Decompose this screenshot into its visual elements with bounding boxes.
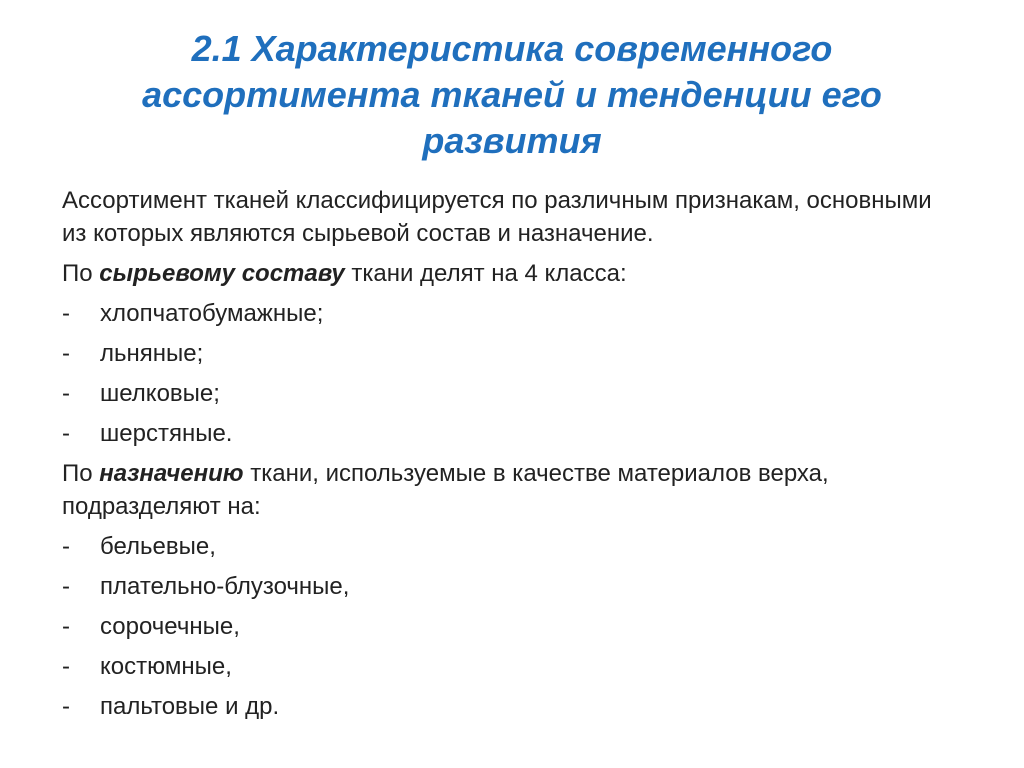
- list-item: [62, 570, 962, 603]
- list-item-text: бельевые,: [100, 533, 216, 560]
- bullet-dash: -: [62, 300, 70, 327]
- bullet-dash: -: [62, 533, 70, 560]
- list-item-text: шелковые;: [100, 380, 220, 407]
- composition-list: [62, 297, 962, 450]
- slide-body: [62, 184, 962, 730]
- intro-paragraph: Ассортимент тканей классифицируется по различным признакам, основными из которых являются сырьевой состав и назначение.: [62, 187, 932, 247]
- bullet-dash: -: [62, 613, 70, 640]
- list-item: [62, 297, 962, 330]
- purpose-heading: [62, 457, 962, 523]
- list-item-text: пальтовые и др.: [100, 693, 280, 720]
- bullet-dash: -: [62, 380, 70, 407]
- bullet-dash: -: [62, 653, 70, 680]
- purpose-suffix: ткани, используемые в качестве материалов верха, подразделяют на:: [62, 460, 829, 520]
- list-item: [62, 417, 962, 450]
- list-item-text: костюмные,: [100, 653, 232, 680]
- bullet-dash: -: [62, 693, 70, 720]
- bullet-dash: -: [62, 573, 70, 600]
- list-item: [62, 377, 962, 410]
- list-item: [62, 650, 962, 683]
- composition-emphasis: сырьевому составу: [99, 260, 345, 287]
- composition-heading: [62, 257, 962, 290]
- list-item-text: сорочечные,: [100, 613, 240, 640]
- bullet-dash: -: [62, 340, 70, 367]
- composition-suffix: ткани делят на 4 класса:: [344, 260, 627, 287]
- composition-prefix: По: [62, 260, 100, 287]
- list-item-text: хлопчатобумажные;: [100, 300, 324, 327]
- list-item: [62, 610, 962, 643]
- purpose-prefix: По: [62, 460, 100, 487]
- list-item: [62, 690, 962, 723]
- list-item: [62, 530, 962, 563]
- list-item-text: плательно-блузочные,: [100, 573, 350, 600]
- list-item-text: шерстяные.: [100, 420, 233, 447]
- purpose-list: [62, 530, 962, 723]
- list-item-text: льняные;: [100, 340, 204, 367]
- slide-title: 2.1 Характеристика современного ассортимента тканей и тенденции его развития: [142, 28, 882, 161]
- bullet-dash: -: [62, 420, 70, 447]
- purpose-emphasis: назначению: [99, 460, 244, 487]
- list-item: [62, 337, 962, 370]
